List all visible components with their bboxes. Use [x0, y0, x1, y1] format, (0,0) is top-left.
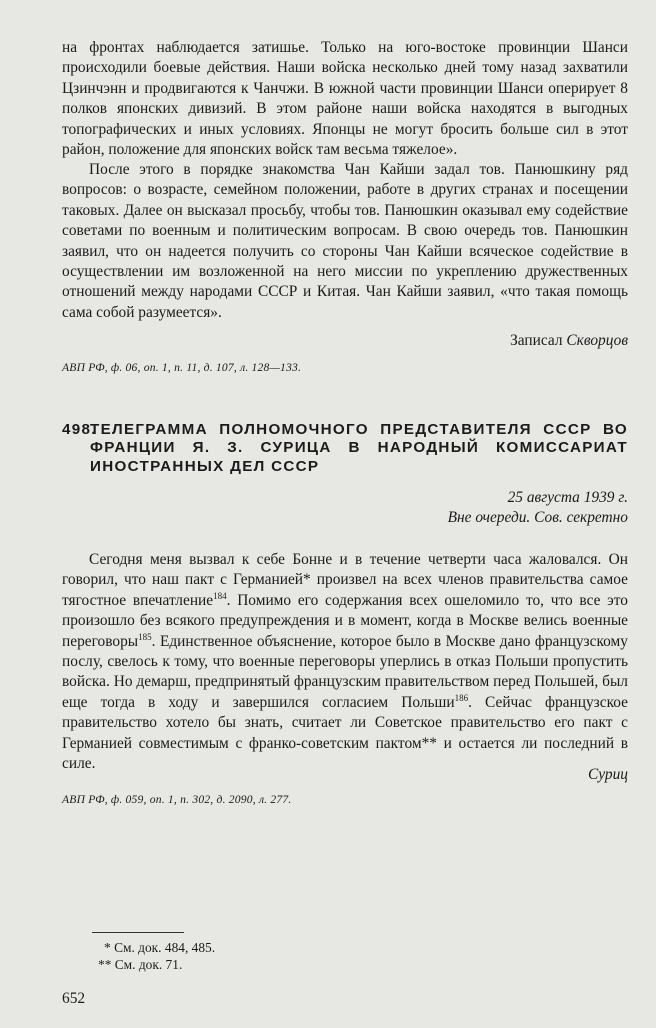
document-date: 25 августа 1939 г. [507, 489, 628, 506]
footnote-divider [92, 932, 184, 933]
archive-reference-1: АВП РФ, ф. 06, оп. 1, п. 11, д. 107, л. 128—133. [62, 361, 302, 374]
document-body [62, 550, 628, 774]
continuation-paragraph-1: на фронтах наблюдается затишье. Только на юго-востоке провинции Шанси происходили боевые действия. Наши войска несколько дней тому назад захватили Цзинчэнн и продвигаются к Чанчжи. В южной части провинции Шанси оперирует 8 полков японских дивизий. В этом районе наши войска находятся в выгодных топографических и иных условиях. Японцы не могут бросить больше сил в этот район, положение для японских войск там весьма тяжелое». [62, 39, 628, 159]
archive-reference-2: АВП РФ, ф. 059, оп. 1, п. 302, д. 2090, л. 277. [62, 793, 292, 806]
document-classification: Вне очереди. Сов. секретно [447, 509, 628, 526]
endnote-ref-185: 185 [138, 631, 152, 642]
document-signature [588, 765, 628, 785]
recorder-signature [510, 331, 628, 351]
signature-prefix: Записал [510, 332, 563, 349]
page-number: 652 [62, 990, 86, 1007]
footnote-text: См. док. 71. [114, 957, 183, 972]
continuation-paragraph-2: После этого в порядке знакомства Чан Кайши задал тов. Панюшкину ряд вопросов: о возрасте, семейном положении, работе в других странах и посещении таковых. Далее он высказал просьбу, чтобы тов. Панюшкин оказывал ему содействие советами по военным и политическим вопросам. В свою очередь тов. Панюшкин заявил, что он надеется получить со стороны Чан Кайши всяческое содействие в осуществлении им возложенной на него миссии по укреплению дружественных отношений между народами СССР и Китая. Чан Кайши заявил, «что такая помощь сама собой разумеется». [62, 161, 628, 321]
document-heading [62, 421, 628, 476]
endnote-ref-186: 186 [454, 692, 469, 703]
body-segment-2: . Помимо его содержания всех ошеломило то, что все это произошло без всякого предупреждения и в момент, когда в Москве велись военные переговоры [62, 591, 628, 650]
footnote-text: См. док. 484, 485. [114, 940, 216, 955]
body-segment-4: . Сейчас французское правительство хотело бы знать, считает ли Советское правительство его пакт с Германией совместимым с франко-советским пактом** и остается ли последний в силе. [62, 693, 628, 773]
footnote-1 [104, 939, 215, 956]
footnote-marker: * [104, 940, 111, 955]
body-segment-3: . Единственное объяснение, которое было в Москве дано французскому послу, свелось к тому, что военные переговоры уперлись в отказ Польши пропустить войска. Но демарш, предпринятый французским правительством перед Польшей, был еще тогда в ходу и завершился согласием Польши [62, 632, 628, 711]
signature-surits: Суриц [588, 766, 628, 783]
body-segment-1: Сегодня меня вызвал к себе Бонне и в течение четверти часа жаловался. Он говорил, что наш пакт с Германией* произвел на всех членов правительства самое тягостное впечатление [62, 551, 628, 609]
endnote-ref-184: 184 [213, 590, 227, 601]
footnote-2 [98, 956, 182, 973]
signature-name: Скворцов [566, 332, 628, 349]
footnote-marker: ** [98, 957, 112, 972]
document-number: 498. [62, 421, 97, 438]
document-title: ТЕЛЕГРАММА ПОЛНОМОЧНОГО ПРЕДСТАВИТЕЛЯ СССР ВО ФРАНЦИИ Я. З. СУРИЦА В НАРОДНЫЙ КОМИССАРИАТ ИНОСТРАННЫХ ДЕЛ СССР [90, 421, 628, 475]
